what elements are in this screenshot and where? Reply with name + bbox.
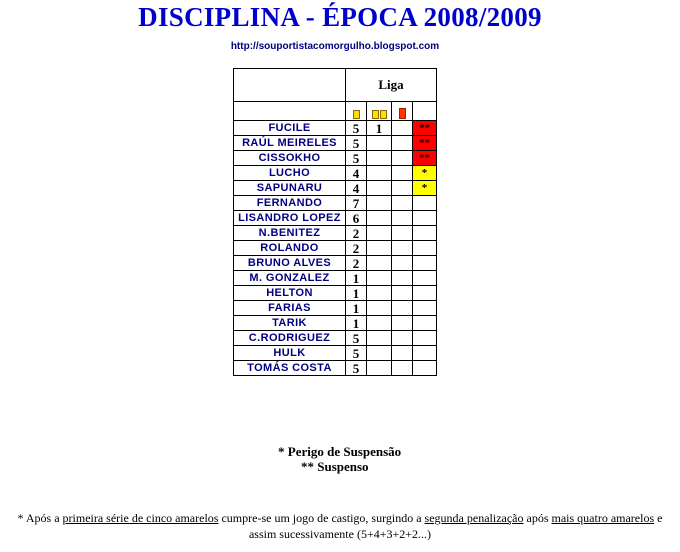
- red-count: [392, 331, 413, 346]
- table-header-row: [234, 69, 437, 102]
- suspension-status: [413, 256, 437, 271]
- table-row: [234, 301, 437, 316]
- suspension-status: *: [413, 181, 437, 196]
- red-card-icon: [399, 108, 406, 119]
- yellow-card-icon: [353, 110, 360, 119]
- yellow-count: 6: [346, 211, 367, 226]
- table-row: [234, 361, 437, 376]
- red-count: [392, 316, 413, 331]
- suspension-status: [413, 286, 437, 301]
- suspension-status: *: [413, 166, 437, 181]
- yellow-count: 5: [346, 361, 367, 376]
- yellow-count: 2: [346, 256, 367, 271]
- player-name: HELTON: [234, 286, 346, 301]
- player-name: TOMÁS COSTA: [234, 361, 346, 376]
- player-name: ROLANDO: [234, 241, 346, 256]
- yellow-count: 5: [346, 136, 367, 151]
- table-row: [234, 166, 437, 181]
- yellow-count: 5: [346, 151, 367, 166]
- double-yellow-count: [367, 196, 392, 211]
- red-count: [392, 286, 413, 301]
- table-row: [234, 196, 437, 211]
- suspension-status: **: [413, 151, 437, 166]
- double-yellow-count: [367, 241, 392, 256]
- double-yellow-card-icon: [380, 110, 387, 119]
- table-row: [234, 316, 437, 331]
- yellow-count: 1: [346, 286, 367, 301]
- blog-url[interactable]: http://souportistacomorgulho.blogspot.com: [230, 41, 440, 52]
- red-count: [392, 226, 413, 241]
- suspension-status: [413, 301, 437, 316]
- legend-danger: * Perigo de Suspensão: [278, 444, 402, 459]
- double-yellow-count: [367, 151, 392, 166]
- double-yellow-count: [367, 301, 392, 316]
- suspension-status: [413, 211, 437, 226]
- double-yellow-count: [367, 166, 392, 181]
- double-yellow-count: [367, 316, 392, 331]
- double-yellow-count: [367, 271, 392, 286]
- yellow-count: 5: [346, 346, 367, 361]
- table-row: [234, 286, 437, 301]
- player-name: CISSOKHO: [234, 151, 346, 166]
- player-name: C.RODRIGUEZ: [234, 331, 346, 346]
- double-yellow-count: [367, 226, 392, 241]
- footnote-text: * Após a: [17, 511, 63, 525]
- red-count: [392, 196, 413, 211]
- player-name: RAÚL MEIRELES: [234, 136, 346, 151]
- table-row: [234, 211, 437, 226]
- double-yellow-count: [367, 211, 392, 226]
- player-name: HULK: [234, 346, 346, 361]
- red-count: [392, 151, 413, 166]
- player-name: LISANDRO LOPEZ: [234, 211, 346, 226]
- yellow-count: 7: [346, 196, 367, 211]
- double-yellow-count: 1: [367, 121, 392, 136]
- yellow-count: 2: [346, 241, 367, 256]
- suspension-status: **: [413, 121, 437, 136]
- player-name: N.BENITEZ: [234, 226, 346, 241]
- player-name: FARIAS: [234, 301, 346, 316]
- table-row: [234, 151, 437, 166]
- table-row: [234, 181, 437, 196]
- table-row: [234, 346, 437, 361]
- table-row: [234, 241, 437, 256]
- double-yellow-count: [367, 331, 392, 346]
- page-title: DISCIPLINA - ÉPOCA 2008/2009: [138, 2, 542, 32]
- status-header-cell: [413, 102, 437, 121]
- red-count: [392, 256, 413, 271]
- legend-suspended: ** Suspenso: [301, 459, 369, 474]
- suspension-status: [413, 361, 437, 376]
- footnote-text: após: [523, 511, 552, 525]
- header-blank-cell: [234, 69, 346, 102]
- player-name: BRUNO ALVES: [234, 256, 346, 271]
- suspension-status: [413, 226, 437, 241]
- card-icons-row: [234, 102, 437, 121]
- yellow-count: 4: [346, 181, 367, 196]
- footnote-underline: mais quatro amarelos: [551, 511, 655, 525]
- red-count: [392, 241, 413, 256]
- yellow-count: 1: [346, 301, 367, 316]
- suspension-status: [413, 346, 437, 361]
- double-yellow-count: [367, 361, 392, 376]
- yellow-count: 1: [346, 271, 367, 286]
- table-row: [234, 136, 437, 151]
- double-yellow-count: [367, 136, 392, 151]
- table-row: [234, 271, 437, 286]
- red-count: [392, 181, 413, 196]
- table-row: [234, 121, 437, 136]
- player-name: LUCHO: [234, 166, 346, 181]
- double-yellow-count: [367, 346, 392, 361]
- player-name: M. GONZALEZ: [234, 271, 346, 286]
- table-row: [234, 256, 437, 271]
- footnote-text: cumpre-se um jogo de castigo, surgindo a: [218, 511, 425, 525]
- red-count: [392, 136, 413, 151]
- table-row: [234, 331, 437, 346]
- red-count: [392, 346, 413, 361]
- suspension-status: [413, 271, 437, 286]
- double-yellow-card-icon: [372, 110, 379, 119]
- footnote-text: e assim sucessivamente (5+4+3+2+2...): [248, 511, 663, 541]
- table-row: [234, 226, 437, 241]
- suspension-status: [413, 331, 437, 346]
- yellow-count: 1: [346, 316, 367, 331]
- red-count: [392, 166, 413, 181]
- footnote-underline: segunda penalização: [424, 511, 524, 525]
- red-card-header: [392, 102, 413, 121]
- suspension-status: **: [413, 136, 437, 151]
- player-name: FUCILE: [234, 121, 346, 136]
- player-name: FERNANDO: [234, 196, 346, 211]
- double-yellow-card-header: [367, 102, 392, 121]
- double-yellow-count: [367, 181, 392, 196]
- red-count: [392, 211, 413, 226]
- yellow-count: 5: [346, 331, 367, 346]
- yellow-count: 5: [346, 121, 367, 136]
- yellow-count: 2: [346, 226, 367, 241]
- footnote-underline: primeira série de cinco amarelos: [62, 511, 219, 525]
- icon-blank-cell: [234, 102, 346, 121]
- suspension-status: [413, 196, 437, 211]
- player-name: SAPUNARU: [234, 181, 346, 196]
- red-count: [392, 271, 413, 286]
- yellow-card-header: [346, 102, 367, 121]
- double-yellow-count: [367, 256, 392, 271]
- suspension-status: [413, 316, 437, 331]
- yellow-count: 4: [346, 166, 367, 181]
- red-count: [392, 361, 413, 376]
- red-count: [392, 301, 413, 316]
- competition-label: Liga: [346, 69, 437, 102]
- discipline-table: [233, 68, 437, 376]
- double-yellow-count: [367, 286, 392, 301]
- suspension-status: [413, 241, 437, 256]
- red-count: [392, 121, 413, 136]
- player-name: TARIK: [234, 316, 346, 331]
- footnote: [4, 510, 676, 542]
